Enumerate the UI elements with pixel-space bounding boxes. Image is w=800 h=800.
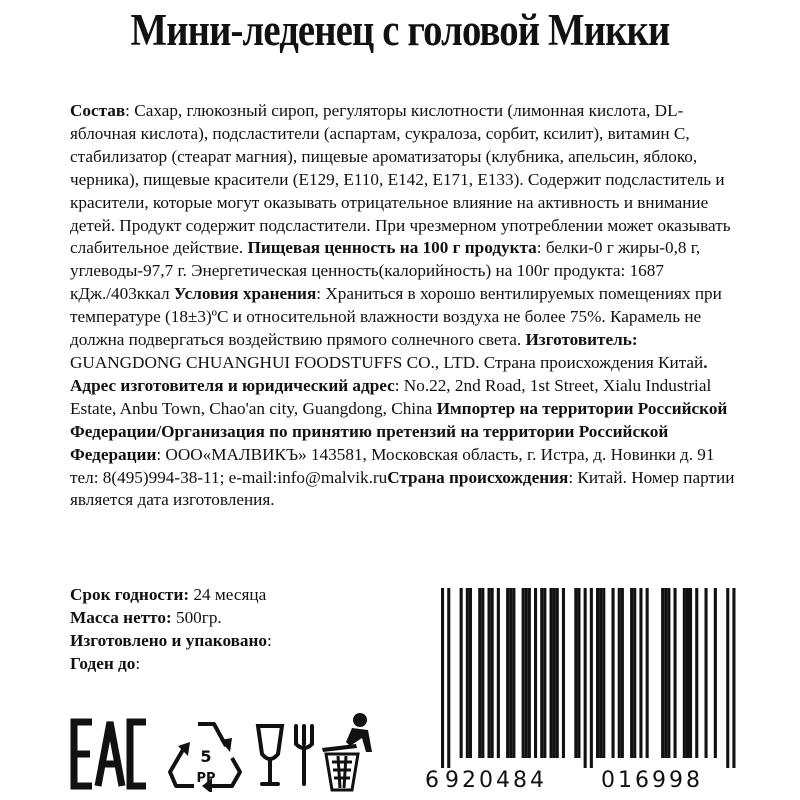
storage-label: Условия хранения (173, 284, 317, 304)
nutrition-text: : белки-0 г жиры-0,8 г, углеводы-97,7 г. Энергетическая ценность(калорийность) на 100г продукта: 1687 кДж./403ккал (70, 238, 701, 304)
barcode-bar (478, 588, 481, 758)
origin-text: : Китай. Номер партии является дата изготовления. (70, 467, 735, 510)
barcode-bar (599, 588, 602, 758)
net-mass-value: 500гр. (171, 607, 222, 627)
shelf-life-value: 24 месяца (189, 585, 267, 604)
manufactured-label: Изготовлено и упаковано (70, 630, 268, 650)
recycle-code: PP (196, 771, 216, 786)
barcode-bar (574, 588, 577, 758)
barcode-bar (509, 588, 512, 758)
barcode-bar (689, 588, 692, 758)
barcode-bar (714, 588, 717, 758)
importer-label: Импортер на территории Российской Федерации/Организация по принятию претензий на территории Российской Федерации (70, 398, 728, 464)
barcode-bar (466, 588, 469, 758)
barcode-bar (630, 588, 633, 758)
barcode-bar (732, 588, 735, 768)
barcode-bar (612, 588, 615, 758)
manufacturer-end: . (703, 352, 708, 372)
barcode-bar (686, 588, 689, 758)
barcode-bar (584, 588, 587, 768)
barcode-bar (481, 588, 484, 758)
barcode-bar (550, 588, 553, 758)
barcode-bar (506, 588, 509, 758)
barcode-bar (540, 588, 543, 758)
barcode-bar (674, 588, 677, 758)
date-block (70, 584, 410, 676)
expires-label: Годен до (70, 653, 136, 673)
eac-text (68, 712, 69, 713)
shelf-life-label: Срок годности: (70, 585, 190, 604)
barcode-bar (491, 588, 494, 758)
barcode (425, 588, 765, 798)
barcode-bar (683, 588, 686, 758)
barcode-bar (512, 588, 515, 758)
composition-label: Состав (70, 101, 126, 120)
barcode-bar (618, 588, 621, 758)
barcode-bar (469, 588, 472, 758)
manufacturer-name: GUANGDONG CHUANGHUI FOODSTUFFS CO., LTD. Страна происхождения Китай (70, 352, 704, 372)
expires-value: : (135, 653, 141, 673)
barcode-bar (602, 588, 605, 758)
barcode-bar (562, 588, 565, 758)
barcode-bar (528, 588, 531, 758)
barcode-first-digit: 6 (425, 768, 442, 793)
eac-mark-icon (68, 714, 148, 794)
manufacturer-label: Изготовитель: (525, 330, 638, 350)
barcode-bar (661, 588, 664, 758)
composition-text: : Сахар, глюкозный сироп, регуляторы кислотности (лимонная кислота, DL-яблочная кислота), подсластители (аспартам, сукралоза, сорбит, ксилит), витамин С, стабилизатор (стеарат магния), пищевые ароматизаторы (клубника, апельсин, яблоко, черника), пищевые красители (Е129, Е110, Е142, Е171, Е133). Содержит подсластитель и красители, которые могут оказывать отрицательное влияние на активность и внимание детей. Продукт содержит подсластители. При чрезмерном употреблении может оказывать слабительное действие. (70, 101, 731, 258)
net-mass-line (70, 607, 410, 630)
barcode-bar (497, 588, 500, 758)
barcode-bar (590, 588, 593, 768)
recycle-icon (168, 716, 244, 792)
barcode-bars (425, 588, 765, 768)
barcode-bar (488, 588, 491, 758)
net-mass-label: Масса нетто: (70, 607, 172, 627)
barcode-bar (726, 588, 729, 768)
barcode-bar (441, 588, 444, 768)
barcode-bar (543, 588, 546, 758)
barcode-bar (705, 588, 708, 758)
barcode-bar (577, 588, 580, 758)
barcode-bar (621, 588, 624, 758)
barcode-bar (525, 588, 528, 758)
barcode-bar (639, 588, 642, 758)
recycle-number: 5 (200, 747, 212, 766)
barcode-bar (664, 588, 667, 758)
tidyman-icon (316, 712, 386, 792)
barcode-bar (460, 588, 463, 758)
address-text: : No.22, 2nd Road, 1st Street, Xialu Industrial Estate, Anbu Town, Chao'an city, Guangdong, China (70, 375, 712, 418)
barcode-bar (556, 588, 559, 758)
barcode-group-left: 920484 (445, 768, 547, 793)
expires-line (70, 653, 410, 676)
barcode-bar (596, 588, 599, 758)
barcode-bar (633, 588, 636, 758)
manufactured-value: : (267, 630, 272, 650)
barcode-bar (667, 588, 670, 758)
barcode-bar (695, 588, 698, 758)
storage-text: : Храниться в хорошо вентилируемых помещениях при температуре (18±3)ºС и относительной влажности воздуха не более 75%. Карамель не должна подвергаться воздействию прямого солнечного света. (70, 284, 722, 350)
label-body (70, 100, 735, 512)
glass-fork-icon (252, 720, 316, 790)
importer-text: : ООО«МАЛВИКЪ» 143581, Московская область, г. Истра, д. Новинки д. 91 тел: 8(495)994-38-11; e-mail:info@malvik.ru (70, 444, 715, 487)
certification-icons (68, 712, 388, 792)
barcode-group-right: 016998 (601, 768, 703, 793)
manufactured-line (70, 630, 410, 653)
barcode-bar (553, 588, 556, 758)
barcode-bar (447, 588, 450, 768)
address-label: Адрес изготовителя и юридический адрес (70, 375, 395, 395)
barcode-bar (534, 588, 537, 758)
product-title: Мини-леденец с головой Микки (130, 5, 670, 55)
origin-label: Страна происхождения (387, 467, 569, 487)
barcode-bar (522, 588, 525, 758)
nutrition-label: Пищевая ценность на 100 г продукта (247, 238, 537, 258)
shelf-life-line (70, 584, 410, 607)
barcode-bar (646, 588, 649, 758)
